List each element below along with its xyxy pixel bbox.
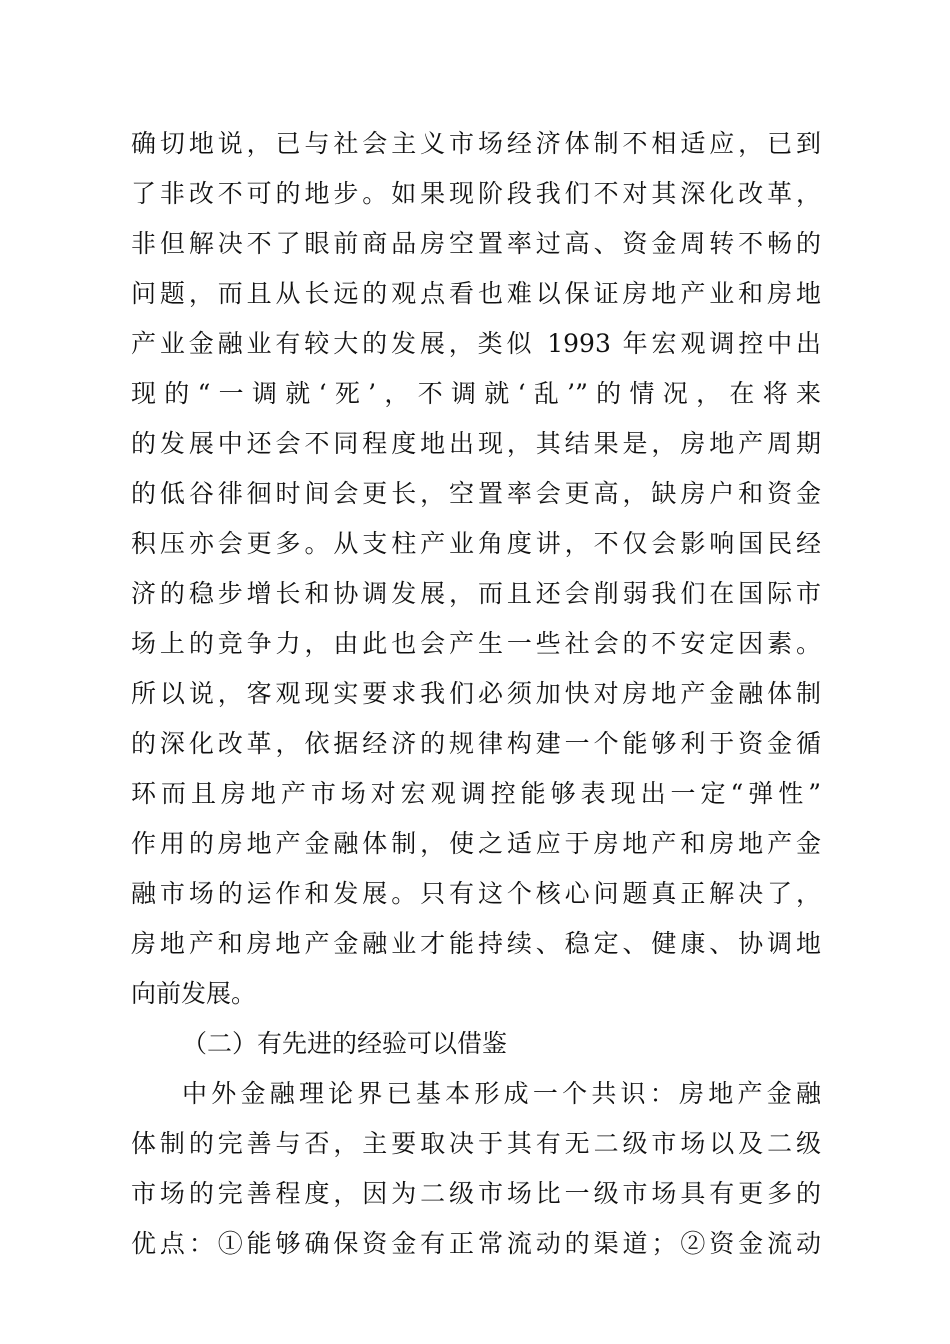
paragraph-1-line: 环而且房地产市场对宏观调控能够表现出一定“弹性” [131,779,821,808]
paragraph-1-line: 确切地说，已与社会主义市场经济体制不相适应，已到 [131,129,821,158]
paragraph-1-line: 场上的竞争力，由此也会产生一些社会的不安定因素。 [131,629,821,658]
paragraph-1-line: 的低谷徘徊时间会更长，空置率会更高，缺房户和资金 [131,479,821,508]
paragraph-1-line: 非但解决不了眼前商品房空置率过高、资金周转不畅的 [131,229,821,258]
paragraph-1-line: 产业金融业有较大的发展，类似 1993 年宏观调控中出 [131,329,821,358]
paragraph-1-line: 向前发展。 [131,979,257,1008]
paragraph-2-line: 优点：①能够确保资金有正常流动的渠道；②资金流动 [131,1229,821,1258]
paragraph-1-line: 作用的房地产金融体制，使之适应于房地产和房地产金 [131,829,821,858]
paragraph-2-line: 中外金融理论界已基本形成一个共识：房地产金融 [182,1079,821,1108]
paragraph-1-line: 积压亦会更多。从支柱产业角度讲，不仅会影响国民经 [131,529,821,558]
paragraph-1-line: 问题，而且从长远的观点看也难以保证房地产业和房地 [131,279,821,308]
paragraph-1-line: 了非改不可的地步。如果现阶段我们不对其深化改革， [131,179,821,208]
paragraph-1-line: 融市场的运作和发展。只有这个核心问题真正解决了， [131,879,821,908]
paragraph-1-line: 的深化改革，依据经济的规律构建一个能够利于资金循 [131,729,821,758]
paragraph-2-line: 市场的完善程度，因为二级市场比一级市场具有更多的 [131,1179,821,1208]
paragraph-1-line: 的发展中还会不同程度地出现，其结果是，房地产周期 [131,429,821,458]
paragraph-1-line: 房地产和房地产金融业才能持续、稳定、健康、协调地 [131,929,821,958]
section-heading: （二）有先进的经验可以借鉴 [182,1029,508,1058]
paragraph-1-line: 济的稳步增长和协调发展，而且还会削弱我们在国际市 [131,579,821,608]
paragraph-2-line: 体制的完善与否，主要取决于其有无二级市场以及二级 [131,1129,821,1158]
paragraph-1-line: 所以说，客观现实要求我们必须加快对房地产金融体制 [131,679,821,708]
paragraph-1-line: 现的“一调就‘死’，不调就‘乱’”的情况，在将来 [131,379,821,408]
